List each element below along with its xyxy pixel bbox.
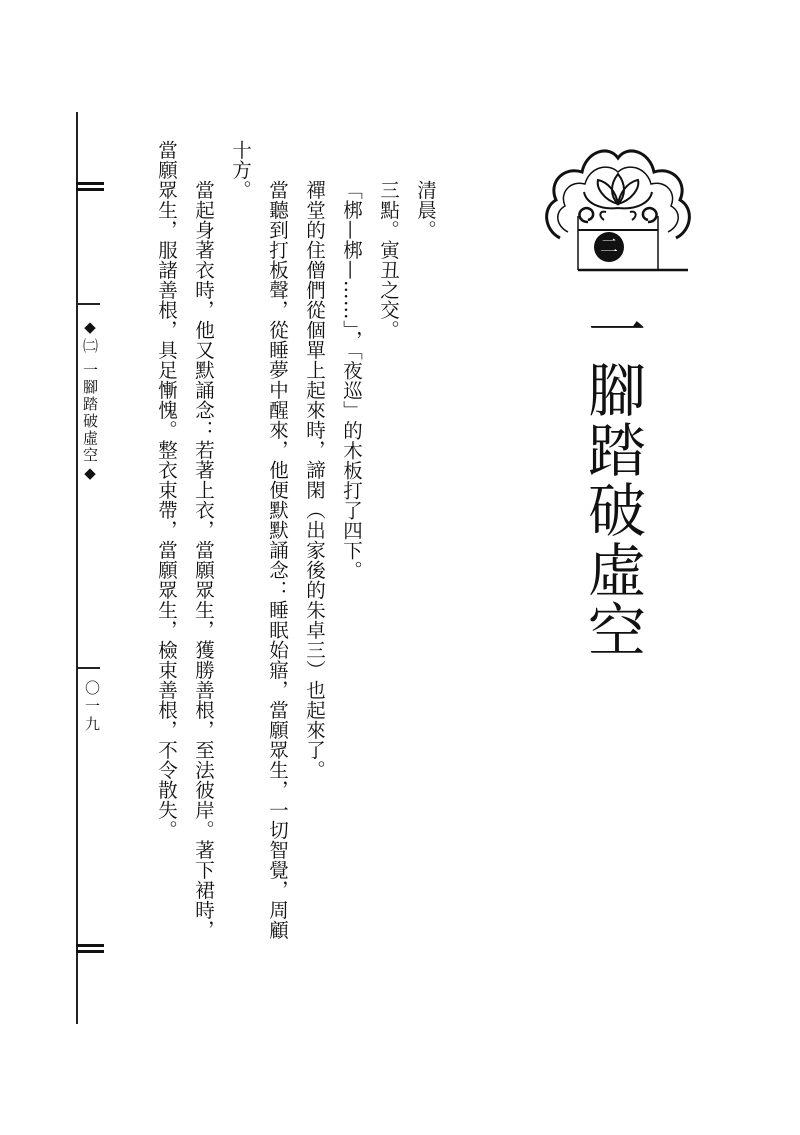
body-line: 「梆—梆—……」，「夜巡」的木板打了四下。	[340, 180, 363, 581]
page-number: 〇一九	[83, 680, 101, 734]
body-text	[148, 140, 444, 1020]
body-line: 當願眾生，服諸善根，具足慚愧。整衣束帶，當願眾生，檢束善根，不令散失。	[155, 140, 178, 840]
chapter-title: 一腳踏破虛空	[578, 300, 646, 660]
margin-double-bar-top	[76, 182, 104, 185]
lotus-cloud-emblem-icon	[538, 130, 698, 290]
body-line: 十方。	[229, 140, 252, 200]
running-head-top-rule	[76, 303, 100, 305]
running-head: ◆㈡ 一腳踏破虛空◆	[81, 318, 99, 484]
chapter-number-badge: 二	[594, 232, 624, 262]
body-line: 當起身著衣時，他又默誦念：若著上衣，當願眾生，獲勝善根，至法彼岸。著下裙時，	[192, 180, 215, 940]
margin-rule	[76, 112, 78, 1024]
margin-double-bar-bottom	[76, 950, 104, 953]
margin-double-bar-bottom	[76, 944, 104, 947]
page-number-rule	[76, 667, 100, 669]
body-line: 清晨。	[414, 180, 437, 240]
body-line: 禪堂的住僧們從個單上起來時，諦閑（出家後的朱卓三）也起來了。	[303, 180, 326, 780]
margin-double-bar-top	[76, 188, 104, 191]
body-line: 當聽到打板聲，從睡夢中醒來，他便默默誦念：睡眠始寤，當願眾生，一切智覺，周顧	[266, 180, 289, 940]
body-line: 三點。寅丑之交。	[377, 180, 400, 340]
